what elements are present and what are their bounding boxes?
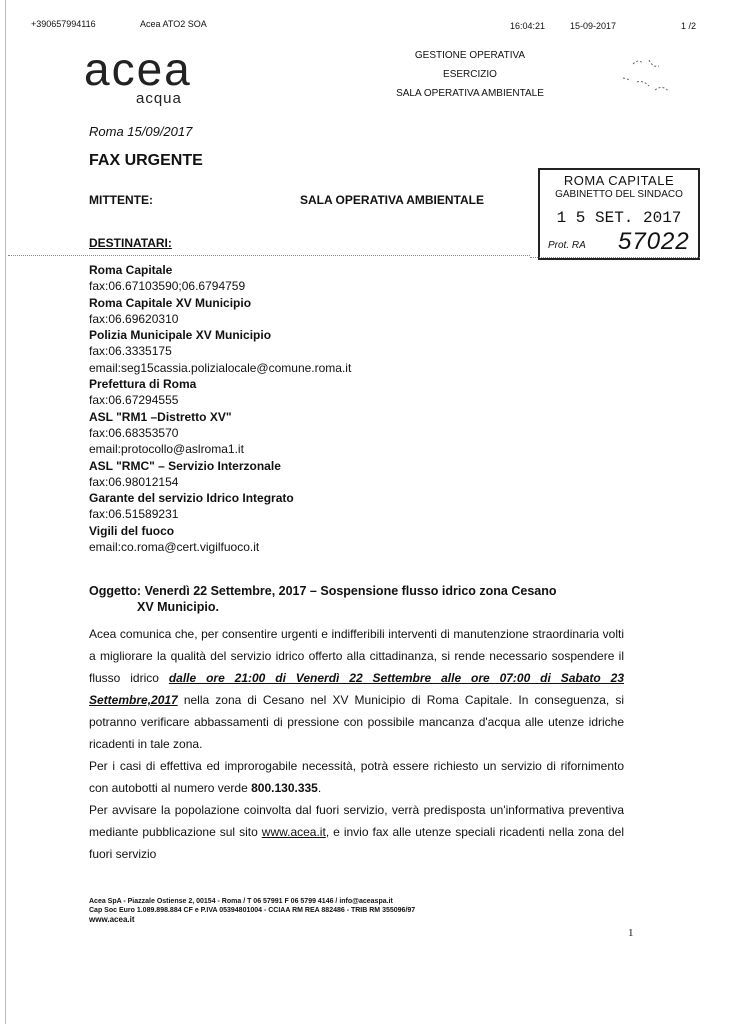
department-line: ESERCIZIO <box>443 69 497 80</box>
recipient-name: Polizia Municipale XV Municipio <box>89 328 272 343</box>
department-line: GESTIONE OPERATIVA <box>414 50 526 61</box>
recipient-name: ASL "RMC" – Servizio Interzonale <box>89 458 281 473</box>
recipient-name: Vigili del fuoco <box>89 523 175 538</box>
body-text-run: Per avvisare la popolazione coinvolta dal fuori servizio, verrà predisposta un'informativa preventiva mediante pubblicazione sul sito <box>89 803 624 839</box>
fax-time: 16:04:21 <box>510 21 546 31</box>
subject-line: XV Municipio. <box>137 600 219 614</box>
recipients-list <box>89 262 351 555</box>
sender-label: MITTENTE: <box>89 193 153 207</box>
fax-page: 1 /2 <box>681 21 697 31</box>
stamp-office: GABINETTO DEL SINDACO <box>555 189 683 200</box>
body-highlight: dalle ore 21:00 di Venerdì 22 Settembre alle ore 07:00 di Sabato 23 Settembre,2017 <box>89 671 624 707</box>
department-block <box>360 46 580 103</box>
subject-line: Venerdì 22 Settembre, 2017 – Sospensione flusso idrico zona Cesano <box>144 584 557 598</box>
scan-line <box>8 255 530 256</box>
logo-subtitle: acqua <box>136 90 182 107</box>
recipient-contact: fax:06.51589231 <box>89 507 179 522</box>
footer-website: www.acea.it <box>89 915 135 924</box>
body-paragraph <box>89 755 624 799</box>
body-text <box>89 623 624 865</box>
logo-word: acea <box>84 43 192 95</box>
recipient-contact: email:seg15cassia.polizialocale@comune.roma.it <box>89 360 352 375</box>
document-date: Roma 15/09/2017 <box>89 124 193 139</box>
acea-logo <box>84 43 192 107</box>
recipient-name: Prefettura di Roma <box>89 377 197 392</box>
scan-edge-line <box>5 0 6 1024</box>
company-footer <box>89 897 415 924</box>
department-line: SALA OPERATIVA AMBIENTALE <box>396 88 544 99</box>
footer-line: Acea SpA - Piazzale Ostiense 2, 00154 - Roma / T 06 57991 F 06 5799 4146 / info@aceaspa.it <box>89 898 393 905</box>
body-text-run: Acea comunica che, per consentire urgenti e indifferibili interventi di manutenzione straordinaria volti a migliorare la qualità del servizio idrico offerto alla cittadinanza, si rende necessario sospendere il flusso idrico <box>89 627 624 685</box>
handwritten-marks <box>615 52 685 102</box>
stamp-prot-number: 57022 <box>618 228 690 255</box>
recipient-contact: fax:06.68353570 <box>89 425 179 440</box>
sender-value: SALA OPERATIVA AMBIENTALE <box>300 193 484 207</box>
recipient-contact: fax:06.98012154 <box>89 474 179 489</box>
body-text-run: Per i casi di effettiva ed improrogabile necessità, potrà essere richiesto un servizio di rifornimento con autobotti al numero verde <box>89 759 624 795</box>
recipient-contact: fax:06.67103590;06.6794759 <box>89 279 246 294</box>
body-paragraph <box>89 799 624 865</box>
fax-sender: Acea ATO2 SOA <box>140 19 207 29</box>
stamp-title: ROMA CAPITALE <box>563 173 675 188</box>
stamp-date: 1 5 SET. 2017 <box>556 209 682 227</box>
recipient-contact: fax:06.3335175 <box>89 344 172 359</box>
recipients-label: DESTINATARI: <box>89 236 172 250</box>
page-number: 1 <box>628 927 634 939</box>
subject-block <box>89 583 557 615</box>
website-link[interactable]: www.acea.it <box>261 825 326 839</box>
body-paragraph <box>89 623 624 755</box>
subject-label: Oggetto: <box>89 584 142 598</box>
body-text-run: , e invio fax alle utenze speciali ricadenti nella zona del fuori servizio <box>89 825 624 861</box>
footer-line: Cap Soc Euro 1.089.898.884 CF e P.IVA 05394801004 - CCIAA RM REA 882486 - TRIB RM 355096/97 <box>89 907 416 914</box>
fax-number: +390657994116 <box>31 19 96 29</box>
document-title: FAX URGENTE <box>89 152 203 169</box>
protocol-stamp <box>538 168 700 260</box>
recipient-name: Roma Capitale <box>89 263 173 277</box>
recipient-contact: fax:06.67294555 <box>89 393 179 408</box>
body-text-run: . <box>317 781 322 795</box>
recipient-name: Roma Capitale XV Municipio <box>89 295 252 310</box>
stamp-prot-label: Prot. RA <box>548 240 586 251</box>
recipient-name: Garante del servizio Idrico Integrato <box>89 491 294 506</box>
body-text-run: nella zona di Cesano nel XV Municipio di Roma Capitale. In conseguenza, si potranno verificare abbassamenti di pressione con possibile mancanza d'acqua alle utenze idriche ricadenti in tale zona. <box>89 693 624 751</box>
scan-line <box>530 257 700 258</box>
recipient-contact: email:protocollo@aslroma1.it <box>89 442 244 457</box>
fax-date: 15-09-2017 <box>570 21 617 31</box>
toll-free-number: 800.130.335 <box>251 781 318 795</box>
recipient-contact: fax:06.69620310 <box>89 311 179 326</box>
recipient-contact: email:co.roma@cert.vigilfuoco.it <box>89 540 260 555</box>
recipient-name: ASL "RM1 –Distretto XV" <box>89 409 232 424</box>
